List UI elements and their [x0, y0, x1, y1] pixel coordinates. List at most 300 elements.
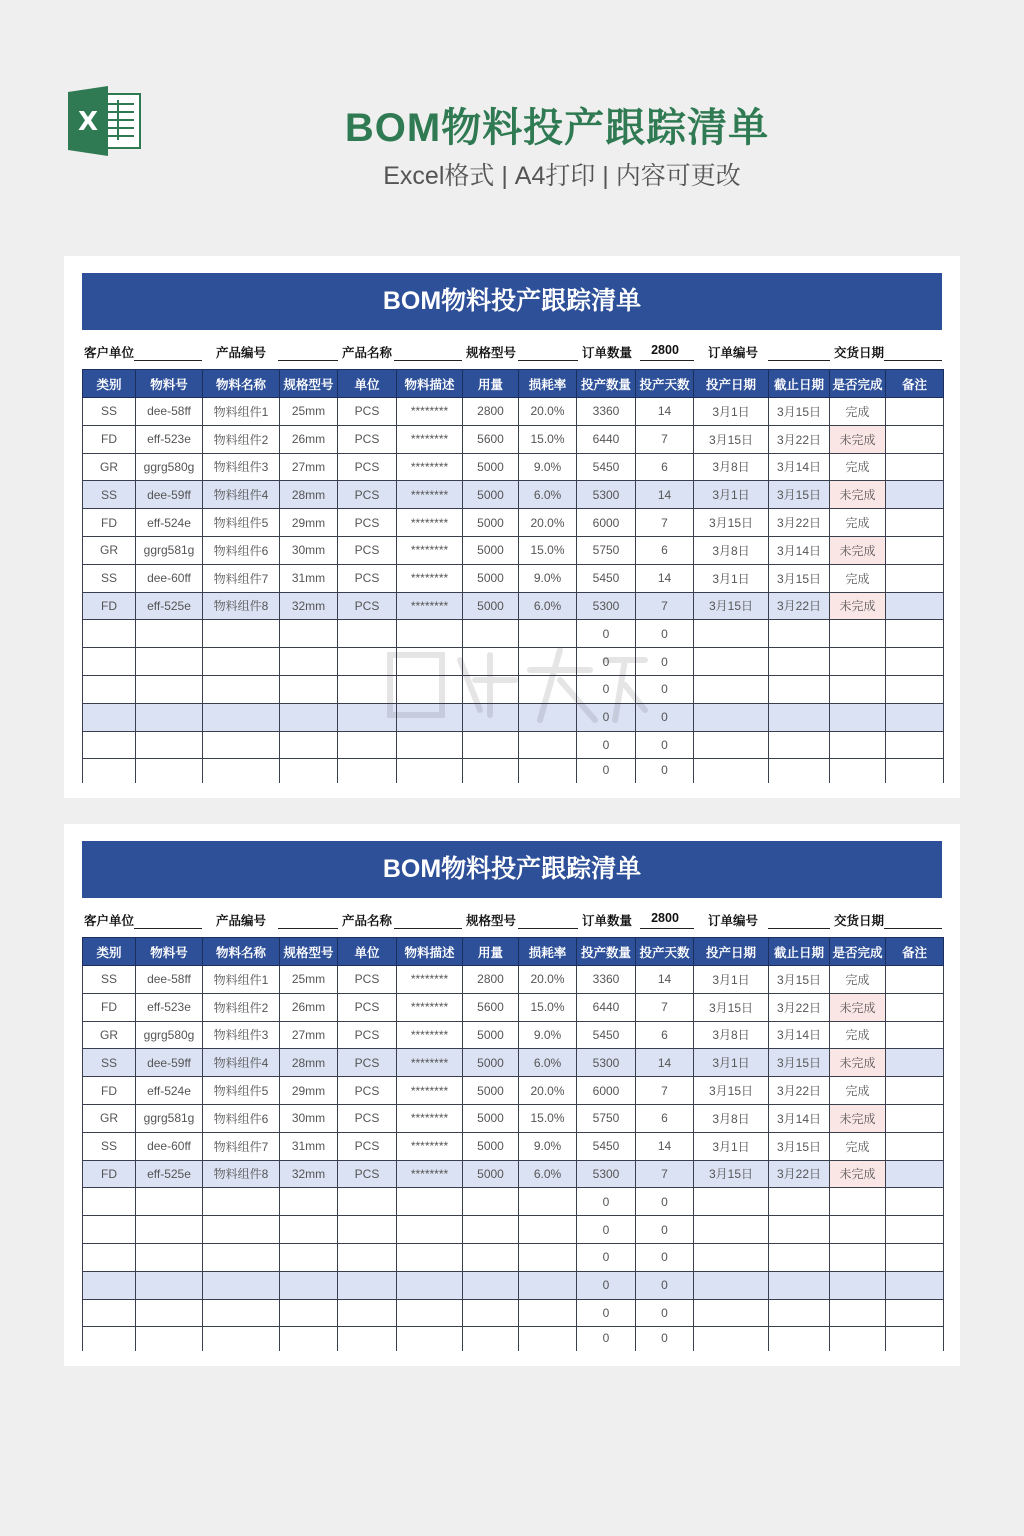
cell-deadline[interactable]: [769, 703, 830, 731]
cell-spec[interactable]: 25mm: [280, 966, 338, 994]
cell-production-date[interactable]: 3月1日: [694, 481, 769, 509]
cell-category[interactable]: [83, 1243, 136, 1271]
cell-material-name[interactable]: 物料组件2: [203, 993, 280, 1021]
column-header-loss-rate[interactable]: 损耗率: [519, 370, 577, 398]
cell-spec[interactable]: [280, 1299, 338, 1327]
cell-production-date[interactable]: 3月15日: [694, 592, 769, 620]
cell-material-name[interactable]: [203, 1188, 280, 1216]
cell-spec[interactable]: [280, 1216, 338, 1244]
cell-production-date[interactable]: [694, 1188, 769, 1216]
column-header-deadline[interactable]: 截止日期: [769, 938, 830, 966]
column-header-spec[interactable]: 规格型号: [280, 370, 338, 398]
cell-production-date[interactable]: [694, 648, 769, 676]
cell-production-qty[interactable]: 5300: [577, 592, 636, 620]
cell-description[interactable]: ********: [397, 564, 463, 592]
cell-completed[interactable]: 完成: [830, 966, 886, 994]
cell-category[interactable]: [83, 648, 136, 676]
cell-description[interactable]: ********: [397, 1104, 463, 1132]
cell-material-no[interactable]: eff-524e: [136, 1077, 203, 1105]
cell-material-no[interactable]: eff-525e: [136, 1160, 203, 1188]
cell-material-name[interactable]: [203, 648, 280, 676]
cell-spec[interactable]: [280, 675, 338, 703]
cell-production-date[interactable]: 3月15日: [694, 425, 769, 453]
cell-material-no[interactable]: eff-525e: [136, 592, 203, 620]
cell-material-name[interactable]: [203, 620, 280, 648]
cell-remarks[interactable]: [886, 1077, 944, 1105]
cell-description[interactable]: ********: [397, 1132, 463, 1160]
cell-description[interactable]: [397, 1327, 463, 1352]
cell-production-qty[interactable]: 3360: [577, 966, 636, 994]
column-header-remarks[interactable]: 备注: [886, 370, 944, 398]
cell-remarks[interactable]: [886, 648, 944, 676]
cell-unit[interactable]: [338, 1188, 397, 1216]
cell-production-date[interactable]: 3月15日: [694, 1077, 769, 1105]
cell-loss-rate[interactable]: 15.0%: [519, 425, 577, 453]
cell-category[interactable]: FD: [83, 1077, 136, 1105]
cell-production-days[interactable]: 14: [636, 398, 694, 426]
cell-material-no[interactable]: dee-60ff: [136, 564, 203, 592]
cell-material-name[interactable]: 物料组件5: [203, 509, 280, 537]
cell-description[interactable]: ********: [397, 425, 463, 453]
cell-production-days[interactable]: 7: [636, 1160, 694, 1188]
cell-deadline[interactable]: 3月15日: [769, 1132, 830, 1160]
cell-usage[interactable]: 5000: [463, 453, 519, 481]
cell-usage[interactable]: 5000: [463, 564, 519, 592]
cell-material-no[interactable]: [136, 731, 203, 759]
cell-description[interactable]: ********: [397, 509, 463, 537]
delivery-field[interactable]: [884, 360, 942, 361]
column-header-material-name[interactable]: 物料名称: [203, 370, 280, 398]
cell-production-qty[interactable]: 0: [577, 675, 636, 703]
cell-production-qty[interactable]: 0: [577, 1327, 636, 1352]
cell-production-days[interactable]: 7: [636, 993, 694, 1021]
cell-production-date[interactable]: 3月15日: [694, 509, 769, 537]
cell-description[interactable]: [397, 1299, 463, 1327]
cell-loss-rate[interactable]: [519, 1188, 577, 1216]
cell-description[interactable]: ********: [397, 966, 463, 994]
column-header-material-no[interactable]: 物料号: [136, 938, 203, 966]
customer-field[interactable]: [134, 360, 202, 361]
column-header-spec[interactable]: 规格型号: [280, 938, 338, 966]
cell-loss-rate[interactable]: 15.0%: [519, 993, 577, 1021]
cell-usage[interactable]: [463, 1243, 519, 1271]
cell-spec[interactable]: 30mm: [280, 1104, 338, 1132]
cell-description[interactable]: ********: [397, 1049, 463, 1077]
column-header-remarks[interactable]: 备注: [886, 938, 944, 966]
cell-material-name[interactable]: 物料组件8: [203, 592, 280, 620]
cell-category[interactable]: SS: [83, 1132, 136, 1160]
cell-material-name[interactable]: [203, 703, 280, 731]
cell-spec[interactable]: 25mm: [280, 398, 338, 426]
cell-unit[interactable]: [338, 1327, 397, 1352]
cell-production-qty[interactable]: 0: [577, 620, 636, 648]
cell-spec[interactable]: 29mm: [280, 1077, 338, 1105]
cell-remarks[interactable]: [886, 398, 944, 426]
column-header-production-qty[interactable]: 投产数量: [577, 370, 636, 398]
cell-loss-rate[interactable]: 6.0%: [519, 1049, 577, 1077]
cell-usage[interactable]: [463, 1271, 519, 1299]
cell-loss-rate[interactable]: 6.0%: [519, 481, 577, 509]
cell-production-days[interactable]: 14: [636, 966, 694, 994]
cell-remarks[interactable]: [886, 1299, 944, 1327]
cell-category[interactable]: FD: [83, 1160, 136, 1188]
cell-material-name[interactable]: 物料组件3: [203, 1021, 280, 1049]
cell-completed[interactable]: [830, 648, 886, 676]
cell-remarks[interactable]: [886, 620, 944, 648]
cell-category[interactable]: [83, 731, 136, 759]
cell-loss-rate[interactable]: [519, 1271, 577, 1299]
cell-loss-rate[interactable]: [519, 1243, 577, 1271]
cell-description[interactable]: ********: [397, 481, 463, 509]
cell-deadline[interactable]: [769, 620, 830, 648]
cell-loss-rate[interactable]: 6.0%: [519, 592, 577, 620]
cell-unit[interactable]: [338, 731, 397, 759]
cell-spec[interactable]: [280, 620, 338, 648]
cell-production-days[interactable]: 7: [636, 592, 694, 620]
cell-loss-rate[interactable]: 15.0%: [519, 536, 577, 564]
cell-deadline[interactable]: [769, 731, 830, 759]
cell-description[interactable]: [397, 1243, 463, 1271]
cell-production-days[interactable]: 0: [636, 675, 694, 703]
cell-production-days[interactable]: 6: [636, 1021, 694, 1049]
cell-deadline[interactable]: 3月15日: [769, 398, 830, 426]
cell-category[interactable]: FD: [83, 509, 136, 537]
cell-usage[interactable]: 5000: [463, 1132, 519, 1160]
cell-deadline[interactable]: 3月22日: [769, 592, 830, 620]
cell-material-no[interactable]: ggrg580g: [136, 453, 203, 481]
cell-completed[interactable]: 完成: [830, 1077, 886, 1105]
cell-completed[interactable]: 完成: [830, 1021, 886, 1049]
cell-production-qty[interactable]: 5300: [577, 1160, 636, 1188]
cell-production-date[interactable]: [694, 1271, 769, 1299]
cell-description[interactable]: [397, 1216, 463, 1244]
cell-completed[interactable]: [830, 1243, 886, 1271]
cell-production-days[interactable]: 0: [636, 1188, 694, 1216]
column-header-completed[interactable]: 是否完成: [830, 938, 886, 966]
cell-unit[interactable]: [338, 1243, 397, 1271]
cell-loss-rate[interactable]: 20.0%: [519, 398, 577, 426]
cell-usage[interactable]: 5000: [463, 592, 519, 620]
cell-unit[interactable]: PCS: [338, 592, 397, 620]
cell-deadline[interactable]: [769, 675, 830, 703]
cell-material-no[interactable]: [136, 1188, 203, 1216]
cell-production-qty[interactable]: 0: [577, 648, 636, 676]
cell-spec[interactable]: [280, 731, 338, 759]
cell-loss-rate[interactable]: 20.0%: [519, 509, 577, 537]
column-header-completed[interactable]: 是否完成: [830, 370, 886, 398]
cell-category[interactable]: GR: [83, 536, 136, 564]
cell-production-qty[interactable]: 5750: [577, 1104, 636, 1132]
cell-production-qty[interactable]: 5450: [577, 1021, 636, 1049]
cell-spec[interactable]: [280, 759, 338, 784]
cell-category[interactable]: [83, 675, 136, 703]
cell-deadline[interactable]: [769, 1327, 830, 1352]
cell-usage[interactable]: [463, 731, 519, 759]
cell-material-name[interactable]: 物料组件3: [203, 453, 280, 481]
cell-material-name[interactable]: [203, 1327, 280, 1352]
cell-description[interactable]: [397, 1188, 463, 1216]
column-header-production-days[interactable]: 投产天数: [636, 370, 694, 398]
cell-material-no[interactable]: [136, 675, 203, 703]
product-name-field[interactable]: [394, 928, 462, 929]
cell-production-qty[interactable]: 5300: [577, 481, 636, 509]
cell-remarks[interactable]: [886, 453, 944, 481]
cell-category[interactable]: GR: [83, 1104, 136, 1132]
cell-deadline[interactable]: 3月14日: [769, 536, 830, 564]
cell-production-days[interactable]: 0: [636, 648, 694, 676]
cell-completed[interactable]: [830, 759, 886, 784]
cell-production-days[interactable]: 0: [636, 1299, 694, 1327]
cell-production-qty[interactable]: 6440: [577, 993, 636, 1021]
spec-field[interactable]: [518, 928, 578, 929]
cell-production-date[interactable]: [694, 1243, 769, 1271]
cell-description[interactable]: [397, 759, 463, 784]
cell-material-name[interactable]: 物料组件1: [203, 398, 280, 426]
cell-production-date[interactable]: 3月8日: [694, 1021, 769, 1049]
cell-material-no[interactable]: [136, 620, 203, 648]
cell-spec[interactable]: 28mm: [280, 481, 338, 509]
cell-material-name[interactable]: [203, 1299, 280, 1327]
cell-spec[interactable]: [280, 1271, 338, 1299]
cell-description[interactable]: ********: [397, 592, 463, 620]
cell-production-date[interactable]: 3月8日: [694, 1104, 769, 1132]
cell-spec[interactable]: 28mm: [280, 1049, 338, 1077]
column-header-unit[interactable]: 单位: [338, 938, 397, 966]
cell-remarks[interactable]: [886, 1188, 944, 1216]
cell-completed[interactable]: 未完成: [830, 425, 886, 453]
cell-category[interactable]: SS: [83, 481, 136, 509]
cell-material-no[interactable]: dee-58ff: [136, 966, 203, 994]
delivery-field[interactable]: [884, 928, 942, 929]
cell-material-no[interactable]: eff-523e: [136, 425, 203, 453]
cell-unit[interactable]: PCS: [338, 564, 397, 592]
column-header-usage[interactable]: 用量: [463, 938, 519, 966]
cell-remarks[interactable]: [886, 1216, 944, 1244]
cell-usage[interactable]: [463, 1299, 519, 1327]
cell-material-no[interactable]: ggrg581g: [136, 1104, 203, 1132]
column-header-loss-rate[interactable]: 损耗率: [519, 938, 577, 966]
cell-unit[interactable]: PCS: [338, 425, 397, 453]
cell-production-qty[interactable]: 0: [577, 703, 636, 731]
cell-unit[interactable]: [338, 1299, 397, 1327]
cell-production-date[interactable]: 3月15日: [694, 993, 769, 1021]
cell-completed[interactable]: [830, 675, 886, 703]
cell-loss-rate[interactable]: [519, 1299, 577, 1327]
cell-unit[interactable]: [338, 1216, 397, 1244]
cell-material-no[interactable]: [136, 759, 203, 784]
spec-field[interactable]: [518, 360, 578, 361]
cell-loss-rate[interactable]: 6.0%: [519, 1160, 577, 1188]
column-header-material-name[interactable]: 物料名称: [203, 938, 280, 966]
cell-production-date[interactable]: [694, 675, 769, 703]
cell-loss-rate[interactable]: [519, 1216, 577, 1244]
cell-description[interactable]: ********: [397, 398, 463, 426]
cell-remarks[interactable]: [886, 1327, 944, 1352]
cell-deadline[interactable]: 3月14日: [769, 453, 830, 481]
cell-completed[interactable]: 未完成: [830, 1160, 886, 1188]
cell-production-qty[interactable]: 0: [577, 1243, 636, 1271]
cell-unit[interactable]: [338, 1271, 397, 1299]
product-code-field[interactable]: [278, 928, 338, 929]
cell-material-no[interactable]: ggrg581g: [136, 536, 203, 564]
cell-loss-rate[interactable]: [519, 1327, 577, 1352]
column-header-production-days[interactable]: 投产天数: [636, 938, 694, 966]
cell-category[interactable]: [83, 1327, 136, 1352]
cell-remarks[interactable]: [886, 592, 944, 620]
cell-completed[interactable]: 完成: [830, 1132, 886, 1160]
cell-material-name[interactable]: 物料组件4: [203, 1049, 280, 1077]
cell-material-no[interactable]: [136, 648, 203, 676]
cell-category[interactable]: [83, 1216, 136, 1244]
cell-remarks[interactable]: [886, 564, 944, 592]
cell-production-date[interactable]: 3月15日: [694, 1160, 769, 1188]
cell-remarks[interactable]: [886, 966, 944, 994]
cell-description[interactable]: ********: [397, 1021, 463, 1049]
cell-remarks[interactable]: [886, 425, 944, 453]
cell-material-name[interactable]: 物料组件7: [203, 1132, 280, 1160]
column-header-production-date[interactable]: 投产日期: [694, 938, 769, 966]
cell-production-date[interactable]: [694, 1327, 769, 1352]
column-header-description[interactable]: 物料描述: [397, 938, 463, 966]
cell-spec[interactable]: 31mm: [280, 1132, 338, 1160]
cell-production-days[interactable]: 14: [636, 1049, 694, 1077]
cell-completed[interactable]: [830, 1216, 886, 1244]
cell-completed[interactable]: 完成: [830, 453, 886, 481]
cell-usage[interactable]: 5000: [463, 481, 519, 509]
cell-loss-rate[interactable]: [519, 759, 577, 784]
order-qty-field[interactable]: [640, 928, 694, 929]
cell-completed[interactable]: [830, 1327, 886, 1352]
cell-loss-rate[interactable]: 9.0%: [519, 453, 577, 481]
cell-spec[interactable]: 30mm: [280, 536, 338, 564]
cell-material-no[interactable]: eff-524e: [136, 509, 203, 537]
cell-production-qty[interactable]: 6440: [577, 425, 636, 453]
cell-unit[interactable]: PCS: [338, 966, 397, 994]
product-code-field[interactable]: [278, 360, 338, 361]
cell-unit[interactable]: PCS: [338, 1160, 397, 1188]
cell-loss-rate[interactable]: 15.0%: [519, 1104, 577, 1132]
cell-spec[interactable]: [280, 703, 338, 731]
cell-deadline[interactable]: 3月22日: [769, 425, 830, 453]
cell-production-days[interactable]: 7: [636, 509, 694, 537]
cell-description[interactable]: ********: [397, 993, 463, 1021]
cell-material-no[interactable]: [136, 1243, 203, 1271]
cell-category[interactable]: [83, 1188, 136, 1216]
cell-spec[interactable]: 26mm: [280, 425, 338, 453]
cell-production-qty[interactable]: 0: [577, 1188, 636, 1216]
cell-completed[interactable]: 完成: [830, 564, 886, 592]
cell-completed[interactable]: 完成: [830, 398, 886, 426]
cell-deadline[interactable]: [769, 759, 830, 784]
cell-deadline[interactable]: 3月14日: [769, 1104, 830, 1132]
cell-material-name[interactable]: 物料组件6: [203, 1104, 280, 1132]
cell-remarks[interactable]: [886, 1049, 944, 1077]
order-no-field[interactable]: [768, 928, 830, 929]
cell-production-days[interactable]: 7: [636, 1077, 694, 1105]
cell-unit[interactable]: PCS: [338, 1077, 397, 1105]
column-header-description[interactable]: 物料描述: [397, 370, 463, 398]
cell-remarks[interactable]: [886, 731, 944, 759]
cell-usage[interactable]: 5000: [463, 1049, 519, 1077]
cell-spec[interactable]: [280, 1188, 338, 1216]
cell-remarks[interactable]: [886, 703, 944, 731]
cell-production-days[interactable]: 0: [636, 620, 694, 648]
cell-deadline[interactable]: 3月15日: [769, 481, 830, 509]
cell-production-days[interactable]: 14: [636, 481, 694, 509]
cell-completed[interactable]: [830, 703, 886, 731]
cell-spec[interactable]: 26mm: [280, 993, 338, 1021]
cell-category[interactable]: [83, 1271, 136, 1299]
cell-remarks[interactable]: [886, 481, 944, 509]
cell-unit[interactable]: PCS: [338, 398, 397, 426]
cell-unit[interactable]: PCS: [338, 453, 397, 481]
cell-deadline[interactable]: 3月15日: [769, 564, 830, 592]
cell-deadline[interactable]: [769, 1216, 830, 1244]
cell-loss-rate[interactable]: 9.0%: [519, 1021, 577, 1049]
cell-material-no[interactable]: [136, 1271, 203, 1299]
cell-deadline[interactable]: [769, 1299, 830, 1327]
cell-production-date[interactable]: 3月1日: [694, 1132, 769, 1160]
cell-material-name[interactable]: 物料组件5: [203, 1077, 280, 1105]
cell-production-days[interactable]: 14: [636, 1132, 694, 1160]
cell-production-qty[interactable]: 3360: [577, 398, 636, 426]
cell-production-qty[interactable]: 0: [577, 731, 636, 759]
cell-unit[interactable]: PCS: [338, 536, 397, 564]
cell-production-days[interactable]: 14: [636, 564, 694, 592]
cell-production-qty[interactable]: 5750: [577, 536, 636, 564]
cell-production-qty[interactable]: 5450: [577, 453, 636, 481]
cell-usage[interactable]: 5000: [463, 1160, 519, 1188]
cell-loss-rate[interactable]: 9.0%: [519, 564, 577, 592]
cell-usage[interactable]: [463, 1327, 519, 1352]
cell-unit[interactable]: [338, 759, 397, 784]
column-header-production-date[interactable]: 投产日期: [694, 370, 769, 398]
cell-spec[interactable]: [280, 648, 338, 676]
cell-material-name[interactable]: 物料组件6: [203, 536, 280, 564]
cell-production-qty[interactable]: 5300: [577, 1049, 636, 1077]
cell-material-name[interactable]: [203, 675, 280, 703]
cell-unit[interactable]: PCS: [338, 509, 397, 537]
cell-spec[interactable]: 32mm: [280, 1160, 338, 1188]
cell-unit[interactable]: PCS: [338, 481, 397, 509]
cell-production-qty[interactable]: 5450: [577, 1132, 636, 1160]
cell-production-date[interactable]: 3月1日: [694, 1049, 769, 1077]
cell-deadline[interactable]: 3月22日: [769, 1077, 830, 1105]
cell-deadline[interactable]: [769, 1188, 830, 1216]
cell-spec[interactable]: [280, 1243, 338, 1271]
cell-deadline[interactable]: [769, 1271, 830, 1299]
cell-usage[interactable]: 2800: [463, 398, 519, 426]
cell-production-days[interactable]: 6: [636, 536, 694, 564]
cell-completed[interactable]: 未完成: [830, 1104, 886, 1132]
cell-deadline[interactable]: 3月22日: [769, 509, 830, 537]
cell-completed[interactable]: [830, 731, 886, 759]
cell-loss-rate[interactable]: 9.0%: [519, 1132, 577, 1160]
cell-material-name[interactable]: 物料组件8: [203, 1160, 280, 1188]
cell-usage[interactable]: [463, 1188, 519, 1216]
cell-description[interactable]: ********: [397, 536, 463, 564]
order-no-field[interactable]: [768, 360, 830, 361]
column-header-category[interactable]: 类别: [83, 370, 136, 398]
column-header-production-qty[interactable]: 投产数量: [577, 938, 636, 966]
cell-spec[interactable]: 27mm: [280, 1021, 338, 1049]
cell-material-no[interactable]: ggrg580g: [136, 1021, 203, 1049]
cell-production-date[interactable]: [694, 731, 769, 759]
cell-material-no[interactable]: dee-59ff: [136, 481, 203, 509]
cell-material-name[interactable]: [203, 731, 280, 759]
product-name-field[interactable]: [394, 360, 462, 361]
cell-material-no[interactable]: dee-60ff: [136, 1132, 203, 1160]
